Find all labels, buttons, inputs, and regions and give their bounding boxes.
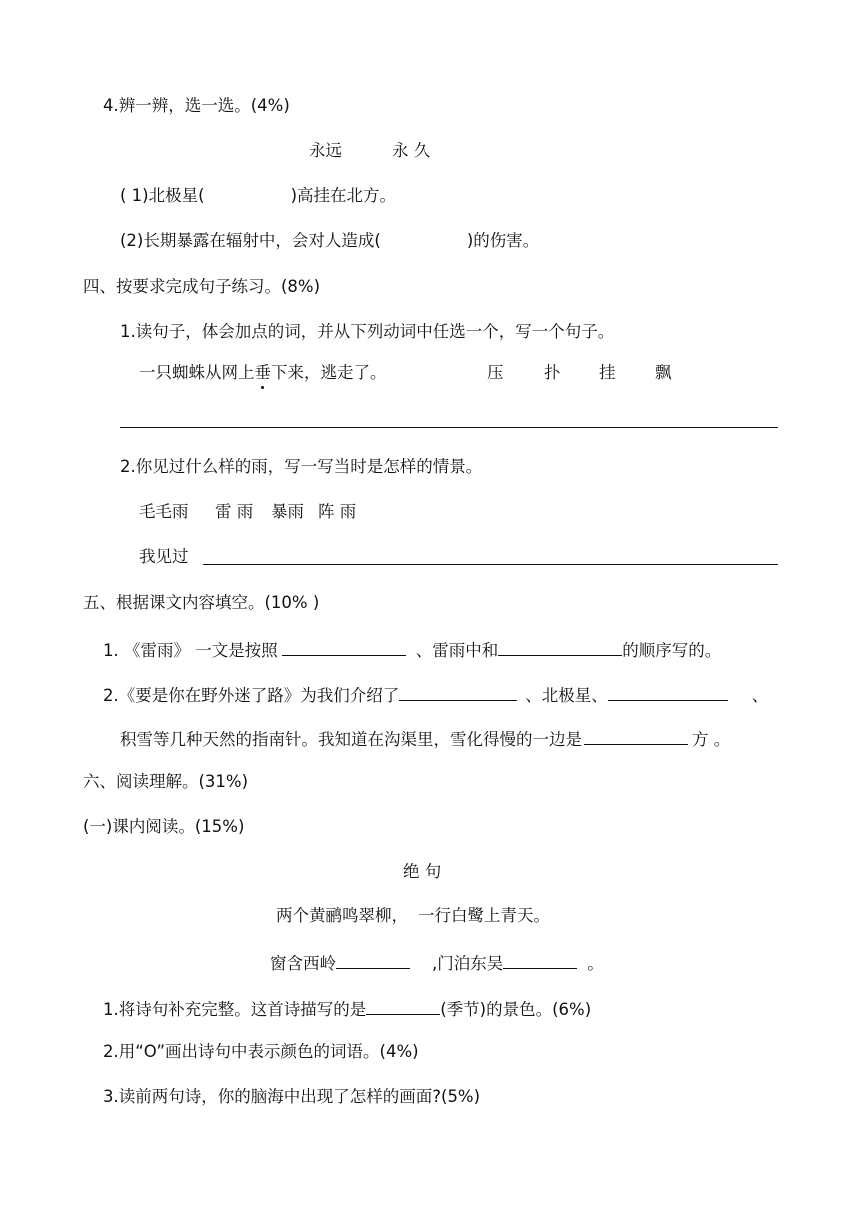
q4-item-2 xyxy=(120,230,539,252)
poem-line-1 xyxy=(276,905,550,927)
poem-line-1b: 一行白鹭上青天。 xyxy=(418,906,550,925)
verb-2: 扑 xyxy=(544,363,561,382)
sec4-sentence xyxy=(139,362,387,384)
section-5-title: 五、根据课文内容填空。(10% ) xyxy=(83,593,320,612)
section-4-title: 四、按要求完成句子练习。(8%) xyxy=(83,277,321,296)
sec5-q1-a: 1. 《雷雨》 一文是按照 xyxy=(103,641,278,660)
rain-2: 雷 雨 xyxy=(215,502,254,521)
sec5-q1-b: 、雷雨中和 xyxy=(415,641,499,660)
sec5-q2-d: 积雪等几种天然的指南针。我知道在沟渠里，雪化得慢的一边是 xyxy=(120,730,582,749)
sec5-q2-blank-3[interactable] xyxy=(584,726,688,745)
poem-line-2a: 窗含西岭 xyxy=(270,954,336,973)
sec5-q1 xyxy=(103,637,721,662)
q4-item-2-pre: (2)长期暴露在辐射中，会对人造成( xyxy=(120,231,381,250)
answer-line-2[interactable] xyxy=(203,564,778,565)
poem-line-1a: 两个黄鹂鸣翠柳， xyxy=(276,906,408,925)
sec6-q1 xyxy=(103,996,591,1021)
seen-label: 我见过 xyxy=(139,547,189,566)
q4-item-1-post: )高挂在北方。 xyxy=(290,186,396,205)
sec5-q2-e: 方 。 xyxy=(692,730,731,749)
season-blank[interactable] xyxy=(366,996,440,1015)
poem-line-2c: 。 xyxy=(587,954,604,973)
sentence-post: 下来，逃走了。 xyxy=(271,363,387,382)
poem-line-2 xyxy=(270,950,604,975)
rain-4: 阵 雨 xyxy=(318,502,357,521)
verb-1: 压 xyxy=(487,363,504,382)
question-4-title: 4.辨一辨，选一选。(4%) xyxy=(103,96,290,115)
word-option-1: 永远 xyxy=(309,141,342,160)
rain-1: 毛毛雨 xyxy=(139,502,189,521)
sec6-q2: 2.用“O”画出诗句中表示颜色的词语。(4%) xyxy=(103,1042,419,1061)
sec5-q1-blank-2[interactable] xyxy=(498,637,622,656)
section-6-title: 六、阅读理解。(31%) xyxy=(83,772,249,791)
sec6-sub1: (一)课内阅读。(15%) xyxy=(83,817,245,836)
sec5-q1-blank-1[interactable] xyxy=(282,637,406,656)
sec5-q2-line2 xyxy=(120,726,730,751)
q4-item-2-post: )的伤害。 xyxy=(466,231,540,250)
sec4-q2: 2.你见过什么样的雨，写一写当时是怎样的情景。 xyxy=(120,457,483,476)
sec5-q2-line1 xyxy=(103,682,768,707)
sec6-q1-b: (季节)的景色。(6%) xyxy=(440,1000,592,1019)
sec5-q2-blank-1[interactable] xyxy=(399,682,517,701)
answer-line-1[interactable] xyxy=(120,427,778,428)
verb-4: 飘 xyxy=(655,363,672,382)
rain-3: 暴雨 xyxy=(271,502,304,521)
poem-blank-1[interactable] xyxy=(336,950,410,969)
word-option-2: 永 久 xyxy=(392,141,431,160)
sec6-q1-a: 1.将诗句补充完整。这首诗描写的是 xyxy=(103,1000,367,1019)
q4-item-1 xyxy=(120,185,396,207)
verb-3: 挂 xyxy=(599,363,616,382)
sec5-q1-c: 的顺序写的。 xyxy=(622,641,722,660)
q4-item-1-pre: ( 1)北极星( xyxy=(120,186,205,205)
poem-blank-2[interactable] xyxy=(503,950,577,969)
sec5-q2-blank-2[interactable] xyxy=(608,682,728,701)
poem-line-2b: ,门泊东吴 xyxy=(432,954,504,973)
poem-title: 绝 句 xyxy=(403,862,442,881)
dotted-word: 垂 xyxy=(254,363,271,382)
sentence-pre: 一只蜘蛛从网上 xyxy=(139,363,255,382)
sec5-q2-c: 、 xyxy=(751,686,769,705)
sec6-q3: 3.读前两句诗，你的脑海中出现了怎样的画面?(5%) xyxy=(103,1087,481,1106)
sec5-q2-a: 2.《要是你在野外迷了路》为我们介绍了 xyxy=(103,686,400,705)
sec5-q2-b: 、北极星、 xyxy=(525,686,608,705)
sec4-q1: 1.读句子，体会加点的词，并从下列动词中任选一个，写一个句子。 xyxy=(120,322,615,341)
